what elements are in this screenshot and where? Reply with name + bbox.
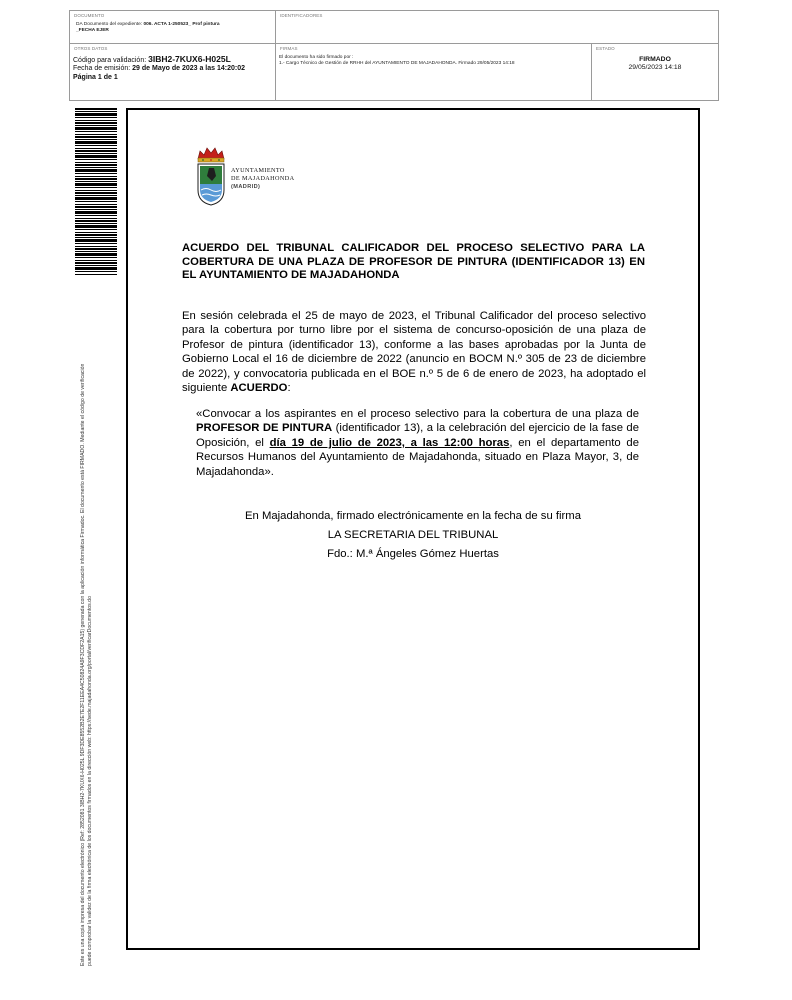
estado-cell — [592, 44, 718, 100]
documento-text — [76, 22, 220, 34]
verification-side-note — [80, 276, 94, 966]
estado-caption: ESTADO — [596, 46, 615, 51]
firmas-line2: 1.- Cargo Técnico de Gestión de RRHH del AYUNTAMIENTO DE MAJADAHONDA. Firmado 29/05/2023 14:18 — [279, 61, 515, 67]
fecha-emision: 29 de Mayo de 2023 a las 14:20:02 — [132, 65, 246, 73]
side-note-line2: puede comprobar la validez de la firma electrónica de los documentos firmados en la dirección web: https://sede.majadahonda.org/portal/verificarDocumentos.do — [87, 596, 93, 966]
documento-line2: _FECHA EJER — [76, 28, 109, 33]
signature-name: Fdo.: M.ª Ángeles Gómez Huertas — [327, 548, 499, 560]
firmas-cell — [276, 44, 592, 100]
quote-part3: , en el departamento de Recursos Humanos del Ayuntamiento de Majadahonda, situado en Plaza Mayor, 3, de Majadahonda». — [196, 436, 639, 478]
signature-role: LA SECRETARIA DEL TRIBUNAL — [327, 529, 499, 541]
body-acuerdo: ACUERDO — [230, 382, 288, 395]
document-metadata-header — [69, 10, 719, 101]
estado-text — [592, 56, 718, 72]
firmas-line1: El documento ha sido firmado por : — [279, 55, 354, 60]
document-title: ACUERDO DEL TRIBUNAL CALIFICADOR DEL PROCESO SELECTIVO PARA LA COBERTURA DE UNA PLAZA DE PROFESOR DE PINTURA (IDENTIFICADOR 13) EN EL AYUNTAMIENTO DE MAJADAHONDA — [182, 242, 645, 282]
logo-text — [231, 167, 295, 191]
quote-part2: (identificador 13), a la celebración del ejercicio de la fase de Oposición, el — [196, 422, 640, 449]
otros-datos-caption: OTROS DATOS — [74, 46, 108, 51]
page-count: Página 1 de 1 — [73, 73, 118, 81]
exam-date: día 19 de julio de 2023, a las 12:00 horas — [269, 436, 510, 449]
codigo-label: Código para validación: — [73, 57, 149, 64]
documento-line1-prefix: DA Documento del expediente: — [76, 22, 144, 27]
documento-caption: DOCUMENTO — [74, 13, 105, 18]
fecha-label: Fecha de emisión: — [73, 65, 133, 73]
body-paragraph — [182, 309, 646, 395]
logo-line2: DE MAJADAHONDA — [231, 175, 295, 182]
body-end: : — [287, 382, 291, 395]
coat-of-arms-logo — [195, 146, 227, 206]
signature-place-line: En Majadahonda, firmado electrónicamente en la fecha de su firma — [245, 510, 581, 522]
identificadores-caption: IDENTIFICADORES — [280, 13, 323, 18]
otros-datos-text — [73, 55, 245, 82]
logo-line1: AYUNTAMIENTO — [231, 167, 285, 174]
quote-part1: «Convocar a los aspirantes en el proceso selectivo para la cobertura de una plaza de — [196, 408, 639, 420]
estado-date: 29/05/2023 14:18 — [628, 64, 682, 71]
agreement-quote — [196, 407, 639, 479]
quote-bold: PROFESOR DE PINTURA — [196, 422, 333, 435]
documento-line1-bold: 006. ACTA 1-250523_ Prof pintura — [143, 22, 220, 27]
firmas-text — [279, 55, 515, 67]
identificadores-cell — [276, 11, 718, 44]
body-text: En sesión celebrada el 25 de mayo de 2023, el Tribunal Calificador del proceso selectivo para la cobertura por turno libre por el sistema de concurso-oposición de una plaza de Profesor de pintura (identificador 13), conforme a las bases aprobadas por la Junta de Gobierno Local el 16 de diciembre de 2022 (anuncio en BOCM N.º 305 de 23 de diciembre de 2022), y convocatoria publicada en el BOE n.º 5 de 6 de enero de 2023, ha adoptado el siguiente — [182, 310, 646, 395]
validation-code: 3IBH2-7KUX6-H025L — [148, 54, 231, 64]
firmas-caption: FIRMAS — [280, 46, 298, 51]
logo-line3: (MADRID) — [231, 184, 261, 190]
documento-cell — [70, 11, 276, 44]
status-badge: FIRMADO — [639, 56, 671, 63]
otros-datos-cell — [70, 44, 276, 100]
side-note-line1: Este es una copia impresa del documento electrónico (Ref: 2852081 3IBH2-7KUX6-H025L 9DF3DE8552B2E7E2F11EEA4C50824A9F3CDF2A15) generada con la aplicación informática Firmadoc. El documento está FIRMADO. Mediante el código de verificación — [80, 363, 86, 966]
barcode-image — [75, 108, 117, 275]
document-page — [126, 108, 700, 950]
